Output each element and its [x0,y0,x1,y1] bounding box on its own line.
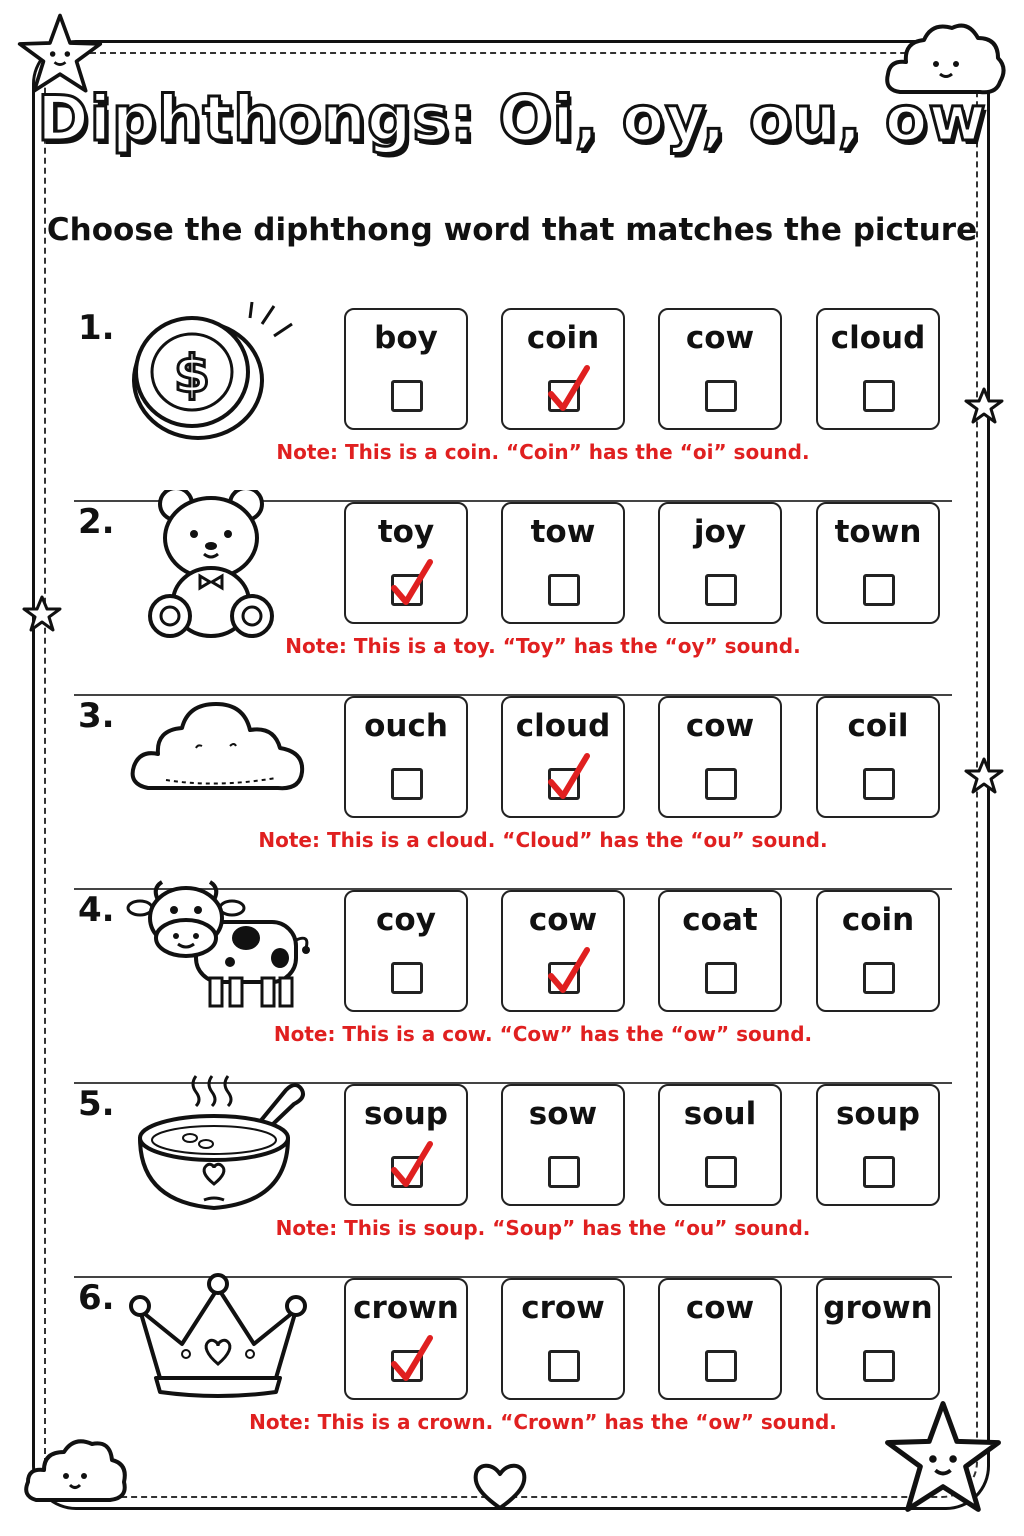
checkmark-icon [547,752,591,802]
option-word: coin [841,902,915,938]
answer-option-soup[interactable] [344,1084,468,1206]
option-word: crow [521,1290,605,1326]
checkbox[interactable] [705,1156,737,1188]
option-word: cloud [830,320,926,356]
option-word: soul [683,1096,757,1132]
answer-option-sow[interactable] [501,1084,625,1206]
option-word: coat [682,902,758,938]
teddy-bear-icon [126,490,312,640]
answer-option-town[interactable] [816,502,940,624]
option-word: town [834,514,922,550]
question-2 [74,502,952,696]
cloud-icon [126,684,312,834]
checkbox[interactable] [863,1156,895,1188]
answer-note: Note: This is a cloud. “Cloud” has the “ou” sound. [258,828,828,852]
answer-option-cow[interactable] [501,890,625,1012]
answer-note: Note: This is a cow. “Cow” has the “ow” sound. [273,1022,813,1046]
question-3 [74,696,952,890]
checkbox[interactable] [863,574,895,606]
option-word: cow [528,902,598,938]
answer-note: Note: This is a toy. “Toy” has the “oy” sound. [285,634,801,658]
question-1 [74,308,952,502]
option-word: cow [685,708,755,744]
answer-option-joy[interactable] [658,502,782,624]
answer-option-soup[interactable] [816,1084,940,1206]
answer-note: Note: This is a coin. “Coin” has the “oi” sound. [276,440,810,464]
option-word: soup [835,1096,920,1132]
checkmark-icon [547,364,591,414]
question-number: 5. [78,1084,115,1124]
checkbox[interactable] [863,380,895,412]
answer-option-coin[interactable] [501,308,625,430]
cow-icon [126,878,312,1028]
option-word: boy [374,320,438,356]
option-word: coil [847,708,909,744]
checkmark-icon [390,1334,434,1384]
worksheet-title: Diphthongs: Oi, oy, ou, ow [37,82,987,155]
option-word: cloud [515,708,611,744]
checkbox[interactable] [705,380,737,412]
answer-option-coy[interactable] [344,890,468,1012]
answer-option-cloud[interactable] [501,696,625,818]
checkbox[interactable] [863,962,895,994]
option-word: toy [377,514,435,550]
answer-option-ouch[interactable] [344,696,468,818]
svg-text:$: $ [173,345,211,405]
checkbox[interactable] [705,1350,737,1382]
option-word: grown [823,1290,933,1326]
answer-option-crown[interactable] [344,1278,468,1400]
option-word: crown [353,1290,459,1326]
option-word: cow [685,320,755,356]
checkmark-icon [547,946,591,996]
checkbox[interactable] [391,380,423,412]
checkmark-icon [390,1140,434,1190]
question-4 [74,890,952,1084]
answer-option-toy[interactable] [344,502,468,624]
option-word: cow [685,1290,755,1326]
small-star-icon [964,386,1004,426]
crown-icon [126,1266,312,1416]
soup-bowl-icon [126,1072,312,1222]
answer-option-cow[interactable] [658,696,782,818]
small-star-icon [964,756,1004,796]
question-6 [74,1278,952,1472]
coin-icon [126,296,312,446]
question-5 [74,1084,952,1278]
answer-option-coin[interactable] [816,890,940,1012]
answer-option-cow[interactable] [658,1278,782,1400]
question-number: 6. [78,1278,115,1318]
question-number: 2. [78,502,115,542]
question-number: 4. [78,890,115,930]
checkbox[interactable] [863,768,895,800]
option-word: coy [376,902,436,938]
option-word: sow [528,1096,598,1132]
question-number: 1. [78,308,115,348]
option-word: ouch [364,708,448,744]
answer-note: Note: This is soup. “Soup” has the “ou” sound. [275,1216,811,1240]
checkbox[interactable] [705,574,737,606]
answer-option-boy[interactable] [344,308,468,430]
option-word: soup [363,1096,448,1132]
checkbox[interactable] [548,1350,580,1382]
worksheet-instructions: Choose the diphthong word that matches the picture [46,212,978,248]
checkmark-icon [390,558,434,608]
answer-option-cloud[interactable] [816,308,940,430]
answer-option-grown[interactable] [816,1278,940,1400]
checkbox[interactable] [548,1156,580,1188]
answer-option-coat[interactable] [658,890,782,1012]
question-number: 3. [78,696,115,736]
answer-option-crow[interactable] [501,1278,625,1400]
checkbox[interactable] [705,768,737,800]
answer-option-soul[interactable] [658,1084,782,1206]
answer-note: Note: This is a crown. “Crown” has the “ow” sound. [249,1410,837,1434]
answer-option-tow[interactable] [501,502,625,624]
small-star-icon [22,594,62,634]
checkbox[interactable] [705,962,737,994]
checkbox[interactable] [391,768,423,800]
answer-option-coil[interactable] [816,696,940,818]
checkbox[interactable] [548,574,580,606]
option-word: tow [530,514,596,550]
option-word: coin [526,320,600,356]
checkbox[interactable] [863,1350,895,1382]
answer-option-cow[interactable] [658,308,782,430]
option-word: joy [693,514,747,550]
checkbox[interactable] [391,962,423,994]
